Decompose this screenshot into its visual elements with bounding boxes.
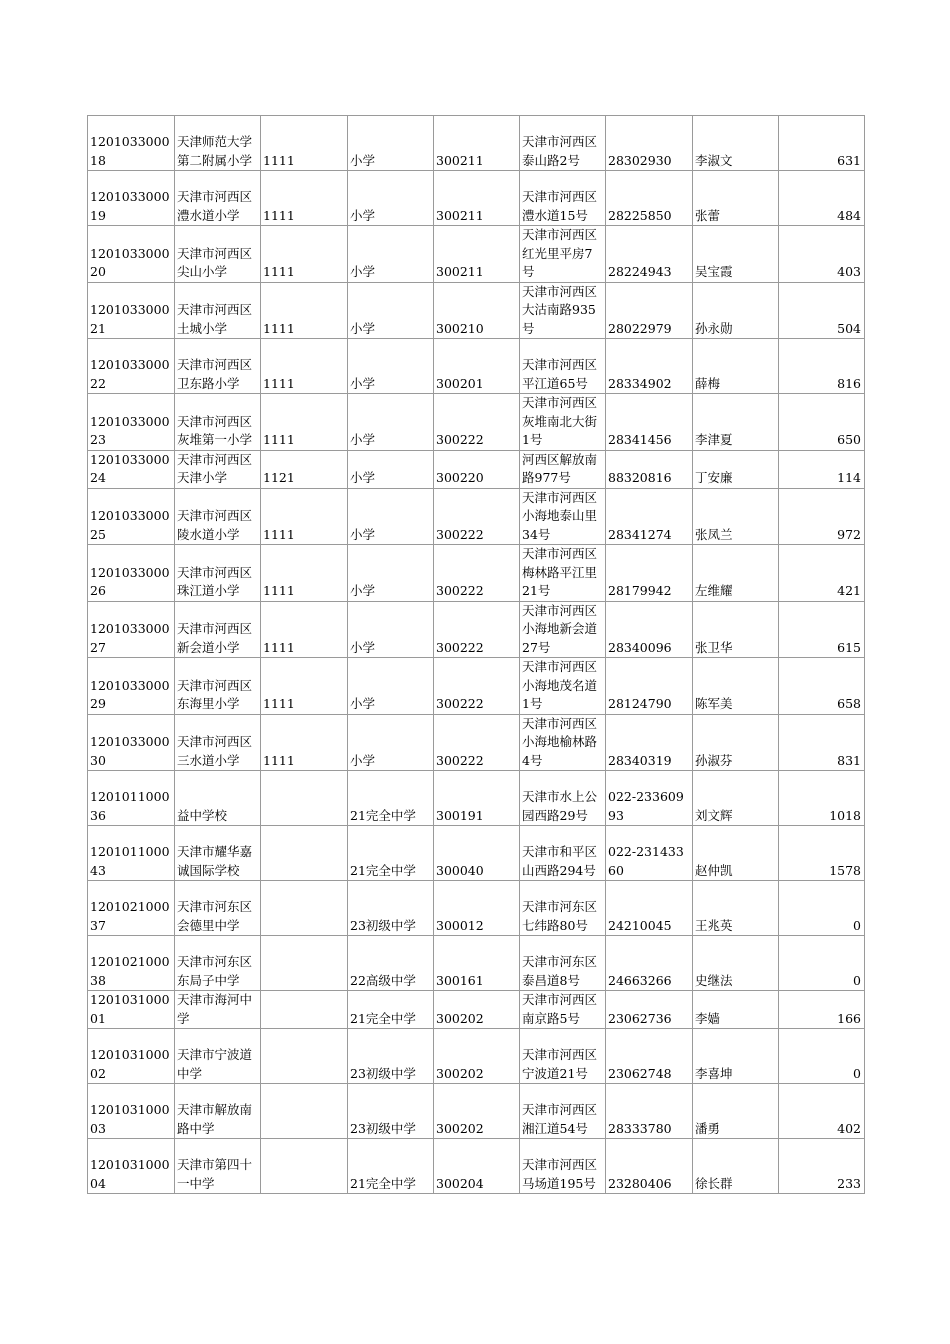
school-name-cell: 天津市河西区卫东路小学	[175, 339, 261, 394]
table-row	[88, 339, 865, 394]
address-cell: 天津市河西区红光里平房7号	[520, 226, 606, 283]
school-category-cell: 小学	[348, 339, 434, 394]
count-cell: 0	[779, 881, 865, 936]
school-category-cell: 小学	[348, 601, 434, 658]
phone-cell: 28179942	[606, 545, 693, 602]
address-cell: 天津市河东区泰昌道8号	[520, 936, 606, 991]
table-row	[88, 1084, 865, 1139]
postcode-cell: 300202	[434, 1084, 520, 1139]
address-cell: 河西区解放南路977号	[520, 450, 606, 488]
school-code-cell: 120102100037	[88, 881, 175, 936]
school-category-cell: 小学	[348, 545, 434, 602]
school-category-cell: 21完全中学	[348, 991, 434, 1029]
type-code-cell	[261, 1029, 348, 1084]
address-cell: 天津市河西区马场道195号	[520, 1139, 606, 1194]
school-code-cell: 120103300025	[88, 488, 175, 545]
school-code-cell: 120103300030	[88, 714, 175, 771]
principal-cell: 左维耀	[693, 545, 779, 602]
postcode-cell: 300191	[434, 771, 520, 826]
type-code-cell: 1121	[261, 450, 348, 488]
school-code-cell: 120103300020	[88, 226, 175, 283]
count-cell: 0	[779, 936, 865, 991]
table-row	[88, 714, 865, 771]
type-code-cell: 1111	[261, 339, 348, 394]
address-cell: 天津市河西区泰山路2号	[520, 116, 606, 171]
postcode-cell: 300211	[434, 171, 520, 226]
principal-cell: 刘文辉	[693, 771, 779, 826]
postcode-cell: 300201	[434, 339, 520, 394]
principal-cell: 赵仲凯	[693, 826, 779, 881]
address-cell: 天津市河西区湘江道54号	[520, 1084, 606, 1139]
address-cell: 天津市河西区南京路5号	[520, 991, 606, 1029]
postcode-cell: 300210	[434, 282, 520, 339]
count-cell: 831	[779, 714, 865, 771]
table-row	[88, 116, 865, 171]
school-category-cell: 小学	[348, 658, 434, 715]
type-code-cell: 1111	[261, 658, 348, 715]
school-name-cell: 天津市河西区天津小学	[175, 450, 261, 488]
table-row	[88, 545, 865, 602]
phone-cell: 28333780	[606, 1084, 693, 1139]
postcode-cell: 300222	[434, 488, 520, 545]
table-row	[88, 991, 865, 1029]
type-code-cell	[261, 936, 348, 991]
postcode-cell: 300202	[434, 1029, 520, 1084]
count-cell: 650	[779, 394, 865, 451]
address-cell: 天津市河西区梅林路平江里21号	[520, 545, 606, 602]
school-name-cell: 天津市河西区尖山小学	[175, 226, 261, 283]
address-cell: 天津市和平区山西路294号	[520, 826, 606, 881]
principal-cell: 李津夏	[693, 394, 779, 451]
count-cell: 631	[779, 116, 865, 171]
count-cell: 658	[779, 658, 865, 715]
principal-cell: 史继法	[693, 936, 779, 991]
phone-cell: 88320816	[606, 450, 693, 488]
school-category-cell: 小学	[348, 394, 434, 451]
school-name-cell: 天津市河东区会德里中学	[175, 881, 261, 936]
count-cell: 1018	[779, 771, 865, 826]
table-row	[88, 1029, 865, 1084]
phone-cell: 28340319	[606, 714, 693, 771]
type-code-cell: 1111	[261, 545, 348, 602]
school-code-cell: 120103300019	[88, 171, 175, 226]
address-cell: 天津市河西区小海地榆林路4号	[520, 714, 606, 771]
type-code-cell: 1111	[261, 171, 348, 226]
type-code-cell: 1111	[261, 601, 348, 658]
principal-cell: 丁安廉	[693, 450, 779, 488]
postcode-cell: 300222	[434, 394, 520, 451]
school-code-cell: 120103300023	[88, 394, 175, 451]
phone-cell: 28334902	[606, 339, 693, 394]
type-code-cell	[261, 991, 348, 1029]
principal-cell: 李喜坤	[693, 1029, 779, 1084]
school-name-cell: 天津市河西区土城小学	[175, 282, 261, 339]
table-row	[88, 1139, 865, 1194]
count-cell: 615	[779, 601, 865, 658]
principal-cell: 吴宝霞	[693, 226, 779, 283]
table-row	[88, 826, 865, 881]
school-table	[87, 115, 865, 1194]
postcode-cell: 300222	[434, 658, 520, 715]
address-cell: 天津市河西区小海地泰山里34号	[520, 488, 606, 545]
school-category-cell: 小学	[348, 226, 434, 283]
address-cell: 天津市河西区小海地茂名道1号	[520, 658, 606, 715]
principal-cell: 张卫华	[693, 601, 779, 658]
phone-cell: 28341274	[606, 488, 693, 545]
address-cell: 天津市河西区平江道65号	[520, 339, 606, 394]
count-cell: 166	[779, 991, 865, 1029]
address-cell: 天津市河西区大沽南路935号	[520, 282, 606, 339]
school-category-cell: 21完全中学	[348, 1139, 434, 1194]
school-category-cell: 小学	[348, 282, 434, 339]
count-cell: 484	[779, 171, 865, 226]
postcode-cell: 300220	[434, 450, 520, 488]
type-code-cell: 1111	[261, 226, 348, 283]
postcode-cell: 300211	[434, 226, 520, 283]
phone-cell: 28022979	[606, 282, 693, 339]
school-name-cell: 天津市耀华嘉诚国际学校	[175, 826, 261, 881]
school-code-cell: 120103100003	[88, 1084, 175, 1139]
school-category-cell: 22高级中学	[348, 936, 434, 991]
address-cell: 天津市河西区澧水道15号	[520, 171, 606, 226]
school-code-cell: 120103300027	[88, 601, 175, 658]
principal-cell: 李嫱	[693, 991, 779, 1029]
phone-cell: 24210045	[606, 881, 693, 936]
school-name-cell: 天津市宁波道中学	[175, 1029, 261, 1084]
table-row	[88, 226, 865, 283]
school-name-cell: 天津市河西区澧水道小学	[175, 171, 261, 226]
principal-cell: 李淑文	[693, 116, 779, 171]
school-name-cell: 天津市河西区新会道小学	[175, 601, 261, 658]
type-code-cell	[261, 1084, 348, 1139]
principal-cell: 张凤兰	[693, 488, 779, 545]
school-category-cell: 21完全中学	[348, 771, 434, 826]
count-cell: 816	[779, 339, 865, 394]
count-cell: 421	[779, 545, 865, 602]
table-row	[88, 394, 865, 451]
phone-cell: 28124790	[606, 658, 693, 715]
table-row	[88, 488, 865, 545]
phone-cell: 24663266	[606, 936, 693, 991]
school-code-cell: 120103300021	[88, 282, 175, 339]
school-category-cell: 小学	[348, 714, 434, 771]
school-category-cell: 23初级中学	[348, 1029, 434, 1084]
type-code-cell: 1111	[261, 714, 348, 771]
postcode-cell: 300040	[434, 826, 520, 881]
school-name-cell: 天津市海河中学	[175, 991, 261, 1029]
table-body	[88, 116, 865, 1194]
address-cell: 天津市河东区七纬路80号	[520, 881, 606, 936]
school-table-sheet	[87, 115, 864, 1194]
school-name-cell: 天津市河西区东海里小学	[175, 658, 261, 715]
count-cell: 0	[779, 1029, 865, 1084]
school-name-cell: 天津市河西区三水道小学	[175, 714, 261, 771]
principal-cell: 张蕾	[693, 171, 779, 226]
principal-cell: 潘勇	[693, 1084, 779, 1139]
postcode-cell: 300161	[434, 936, 520, 991]
count-cell: 972	[779, 488, 865, 545]
count-cell: 233	[779, 1139, 865, 1194]
school-category-cell: 21完全中学	[348, 826, 434, 881]
school-name-cell: 天津市第四十一中学	[175, 1139, 261, 1194]
principal-cell: 孙淑芬	[693, 714, 779, 771]
principal-cell: 孙永勋	[693, 282, 779, 339]
type-code-cell: 1111	[261, 488, 348, 545]
phone-cell: 022-23143360	[606, 826, 693, 881]
school-category-cell: 小学	[348, 171, 434, 226]
school-name-cell: 天津市河西区珠江道小学	[175, 545, 261, 602]
table-row	[88, 450, 865, 488]
phone-cell: 28340096	[606, 601, 693, 658]
postcode-cell: 300211	[434, 116, 520, 171]
count-cell: 402	[779, 1084, 865, 1139]
school-name-cell: 天津市河西区陵水道小学	[175, 488, 261, 545]
table-row	[88, 881, 865, 936]
school-category-cell: 小学	[348, 488, 434, 545]
table-row	[88, 601, 865, 658]
type-code-cell	[261, 771, 348, 826]
postcode-cell: 300222	[434, 545, 520, 602]
principal-cell: 王兆英	[693, 881, 779, 936]
type-code-cell: 1111	[261, 282, 348, 339]
table-row	[88, 936, 865, 991]
school-code-cell: 120103300029	[88, 658, 175, 715]
school-category-cell: 23初级中学	[348, 881, 434, 936]
school-code-cell: 120103300024	[88, 450, 175, 488]
address-cell: 天津市河西区灰堆南北大街1号	[520, 394, 606, 451]
phone-cell: 23062748	[606, 1029, 693, 1084]
school-name-cell: 天津市河东区东局子中学	[175, 936, 261, 991]
count-cell: 114	[779, 450, 865, 488]
school-code-cell: 120103300022	[88, 339, 175, 394]
school-code-cell: 120103100004	[88, 1139, 175, 1194]
type-code-cell	[261, 826, 348, 881]
type-code-cell: 1111	[261, 116, 348, 171]
school-code-cell: 120102100038	[88, 936, 175, 991]
school-name-cell: 天津师范大学第二附属小学	[175, 116, 261, 171]
school-code-cell: 120101100036	[88, 771, 175, 826]
school-code-cell: 120103300018	[88, 116, 175, 171]
phone-cell: 28302930	[606, 116, 693, 171]
phone-cell: 23062736	[606, 991, 693, 1029]
school-name-cell: 天津市解放南路中学	[175, 1084, 261, 1139]
count-cell: 403	[779, 226, 865, 283]
school-code-cell: 120103100001	[88, 991, 175, 1029]
school-category-cell: 小学	[348, 116, 434, 171]
postcode-cell: 300222	[434, 601, 520, 658]
school-category-cell: 小学	[348, 450, 434, 488]
type-code-cell	[261, 1139, 348, 1194]
school-name-cell: 益中学校	[175, 771, 261, 826]
postcode-cell: 300202	[434, 991, 520, 1029]
school-code-cell: 120103100002	[88, 1029, 175, 1084]
table-row	[88, 282, 865, 339]
phone-cell: 28224943	[606, 226, 693, 283]
postcode-cell: 300204	[434, 1139, 520, 1194]
school-name-cell: 天津市河西区灰堆第一小学	[175, 394, 261, 451]
school-code-cell: 120101100043	[88, 826, 175, 881]
postcode-cell: 300012	[434, 881, 520, 936]
address-cell: 天津市水上公园西路29号	[520, 771, 606, 826]
principal-cell: 薛梅	[693, 339, 779, 394]
count-cell: 1578	[779, 826, 865, 881]
phone-cell: 23280406	[606, 1139, 693, 1194]
table-row	[88, 771, 865, 826]
school-code-cell: 120103300026	[88, 545, 175, 602]
postcode-cell: 300222	[434, 714, 520, 771]
phone-cell: 28225850	[606, 171, 693, 226]
table-row	[88, 658, 865, 715]
school-category-cell: 23初级中学	[348, 1084, 434, 1139]
phone-cell: 022-23360993	[606, 771, 693, 826]
type-code-cell	[261, 881, 348, 936]
address-cell: 天津市河西区小海地新会道27号	[520, 601, 606, 658]
count-cell: 504	[779, 282, 865, 339]
type-code-cell: 1111	[261, 394, 348, 451]
address-cell: 天津市河西区宁波道21号	[520, 1029, 606, 1084]
phone-cell: 28341456	[606, 394, 693, 451]
principal-cell: 陈军美	[693, 658, 779, 715]
principal-cell: 徐长群	[693, 1139, 779, 1194]
table-row	[88, 171, 865, 226]
